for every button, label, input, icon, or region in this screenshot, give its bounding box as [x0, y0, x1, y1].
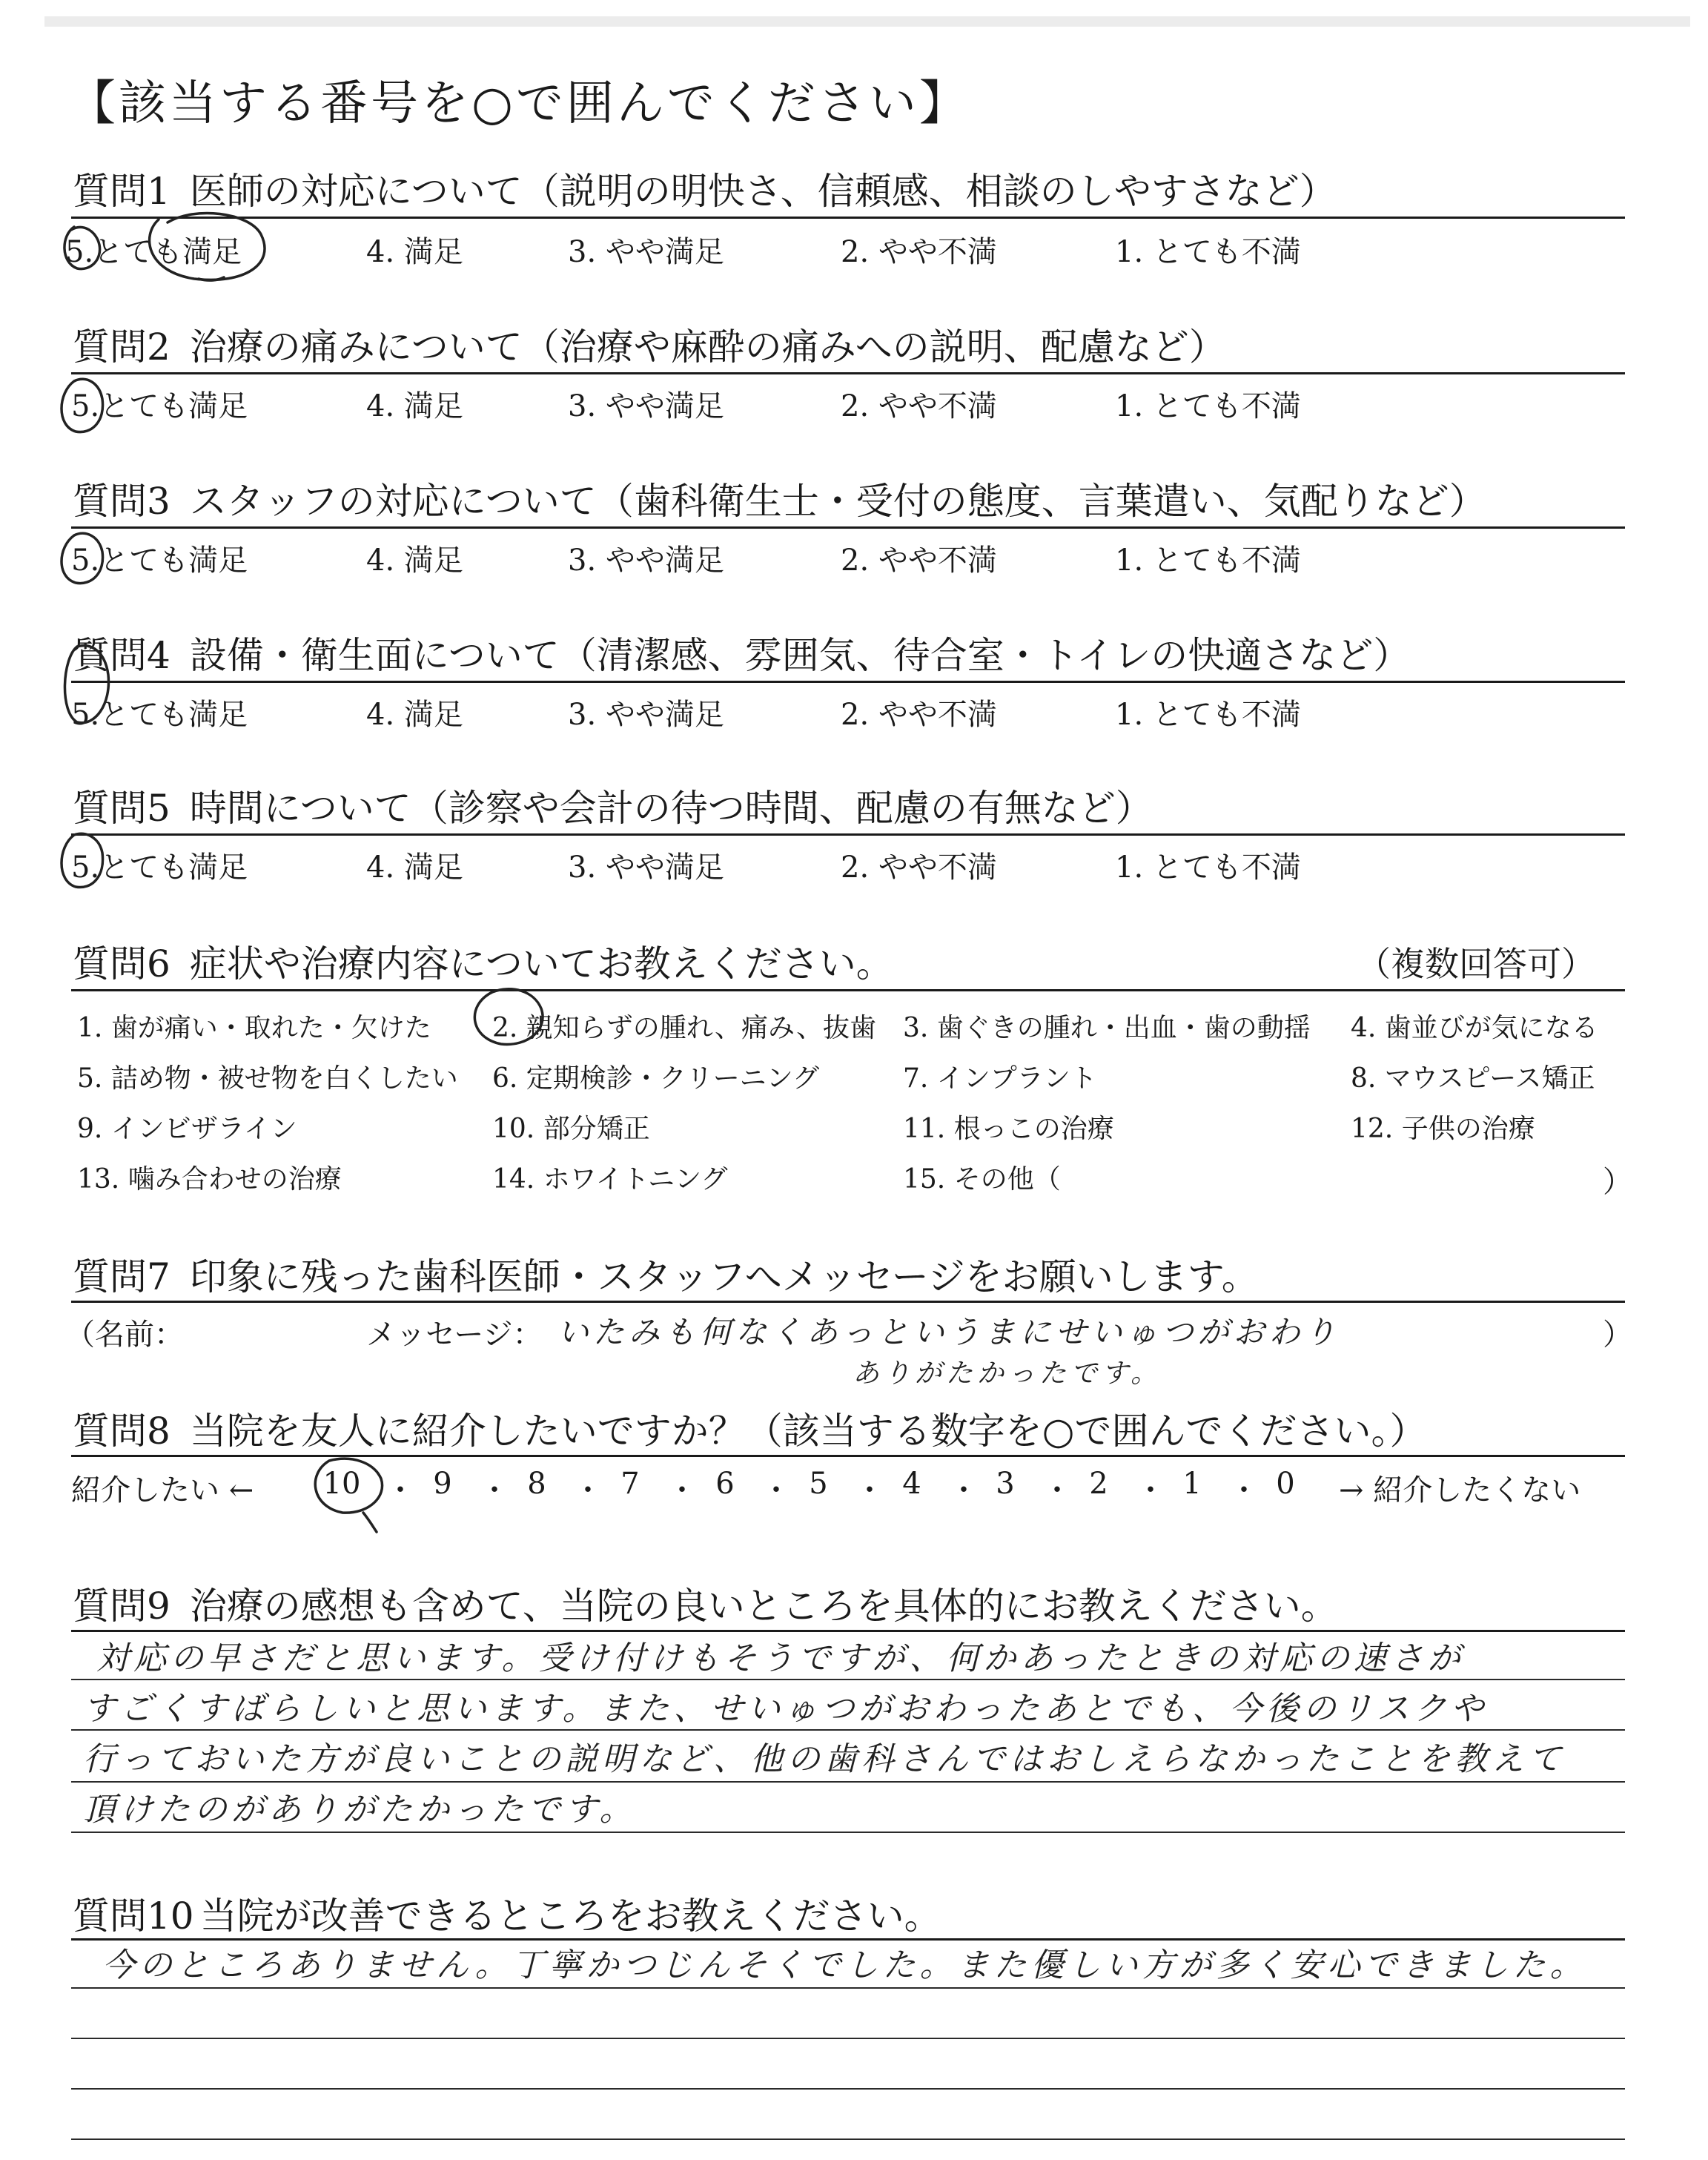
question-number: 質問6	[73, 942, 171, 985]
question-text: 印象に残った歯科医師・スタッフへメッセージをお願いします。	[189, 1255, 1259, 1298]
q3-circle-mark	[62, 533, 103, 583]
handwritten-message-line-2: ありがたかったです。	[853, 1358, 1162, 1389]
q1-option-4[interactable]: 4. 満足	[366, 235, 463, 269]
symptom-option-2[interactable]: 2. 親知らずの腫れ、痛み、抜歯	[492, 1013, 877, 1043]
symptom-option-14[interactable]: 14. ホワイトニング	[492, 1164, 728, 1195]
q3-option-4[interactable]: 4. 満足	[366, 544, 463, 578]
scale-separator: ・	[855, 1473, 884, 1507]
question-number: 質問9	[73, 1585, 171, 1628]
scale-value-7[interactable]: 7	[620, 1467, 640, 1501]
question-text: 医師の対応について（説明の明快さ、信頼感、相談のしやすさなど）	[189, 170, 1337, 213]
q1-option-5[interactable]: 5.とても満足	[65, 235, 242, 269]
question-number: 質問2	[73, 326, 171, 369]
symptom-option-3[interactable]: 3. 歯ぐきの腫れ・出血・歯の動揺	[903, 1013, 1311, 1043]
q5-option-4[interactable]: 4. 満足	[366, 851, 463, 885]
question-number: 質問4	[73, 634, 171, 677]
question-text: 当院を友人に紹介したいですか？（該当する数字を○で囲んでください。）	[189, 1410, 1427, 1453]
message-label: メッセージ：	[366, 1318, 543, 1352]
question-number: 質問10	[73, 1895, 194, 1938]
q1-extra-circle-mark	[150, 213, 265, 280]
symptom-option-1[interactable]: 1. 歯が痛い・取れた・欠けた	[77, 1013, 431, 1043]
q2-option-4[interactable]: 4. 満足	[366, 389, 463, 423]
handwritten-answer-line-2: すごくすばらしいと思います。また、せいゅつがおわったあとでも、今後のリスクや	[83, 1690, 1489, 1728]
q3-option-2[interactable]: 2. やや不満	[841, 544, 997, 578]
symptom-option-13[interactable]: 13. 噛み合わせの治療	[77, 1164, 342, 1195]
question-number: 質問3	[73, 480, 171, 523]
q2-circle-mark	[62, 379, 103, 432]
handwritten-message-line-1: いたみも何なくあっというまにせいゅつがおわり	[557, 1314, 1340, 1350]
question-text: 時間について（診察や会計の待つ時間、配慮の有無など）	[189, 787, 1153, 830]
question-number: 質問5	[73, 787, 171, 830]
scale-value-5[interactable]: 5	[809, 1467, 828, 1501]
page-title: 【該当する番号を○で囲んでください】	[68, 76, 970, 131]
q4-option-5[interactable]: 5.とても満足	[71, 698, 248, 732]
q4-option-2[interactable]: 2. やや不満	[841, 698, 997, 732]
multiple-answers-note: （複数回答可）	[1357, 944, 1595, 984]
question-text: 設備・衛生面について（清潔感、雰囲気、待合室・トイレの快適さなど）	[189, 634, 1411, 677]
q2-option-1[interactable]: 1. とても不満	[1115, 389, 1301, 423]
scale-value-9[interactable]: 9	[433, 1467, 452, 1501]
symptom-option-6[interactable]: 6. 定期検診・クリーニング	[492, 1063, 820, 1094]
symptom-option-9[interactable]: 9. インビザライン	[77, 1114, 297, 1144]
q3-option-3[interactable]: 3. やや満足	[568, 544, 724, 578]
recommend-right-label: → 紹介したくない	[1339, 1473, 1581, 1507]
symptom-option-11[interactable]: 11. 根っこの治療	[903, 1114, 1114, 1144]
scale-separator: ・	[385, 1473, 415, 1507]
question-number: 質問1	[73, 170, 171, 213]
recommend-left-label: 紹介したい ←	[71, 1473, 254, 1507]
message-close-paren: ）	[1603, 1318, 1632, 1352]
scale-separator: ・	[1136, 1473, 1165, 1507]
scale-value-8[interactable]: 8	[527, 1467, 546, 1501]
question-number: 質問7	[73, 1255, 171, 1298]
symptom-option-8[interactable]: 8. マウスピース矯正	[1351, 1063, 1595, 1094]
scale-separator: ・	[949, 1473, 979, 1507]
q4-option-1[interactable]: 1. とても不満	[1115, 698, 1301, 732]
symptom-option-12[interactable]: 12. 子供の治療	[1351, 1114, 1535, 1144]
handwritten-improvement-line-1: 今のところありません。丁寧かつじんそくでした。また優しい方が多く安心できました。	[102, 1946, 1587, 1984]
q5-option-2[interactable]: 2. やや不満	[841, 851, 997, 885]
q1-option-3[interactable]: 3. やや満足	[568, 235, 724, 269]
symptom-option-15[interactable]: 15. その他（	[903, 1164, 1061, 1195]
scale-value-6[interactable]: 6	[715, 1467, 735, 1501]
question-text: 治療の痛みについて（治療や麻酔の痛みへの説明、配慮など）	[189, 326, 1226, 369]
scale-value-3[interactable]: 3	[996, 1467, 1015, 1501]
q2-option-3[interactable]: 3. やや満足	[568, 389, 724, 423]
scale-separator: ・	[573, 1473, 603, 1507]
question-text: スタッフの対応について（歯科衛生士・受付の態度、言葉遣い、気配りなど）	[189, 480, 1486, 523]
q3-option-5[interactable]: 5.とても満足	[71, 544, 248, 578]
q1-option-2[interactable]: 2. やや不満	[841, 235, 997, 269]
question-text: 症状や治療内容についてお教えください。	[189, 942, 893, 985]
scale-separator: ・	[761, 1473, 791, 1507]
q2-option-5[interactable]: 5.とても満足	[71, 389, 248, 423]
symptom-option-10[interactable]: 10. 部分矯正	[492, 1114, 650, 1144]
scale-separator: ・	[1042, 1473, 1072, 1507]
symptom-option-7[interactable]: 7. インプラント	[903, 1063, 1097, 1094]
q4-circle-mark	[64, 646, 108, 723]
scale-separator: ・	[1229, 1473, 1259, 1507]
scale-value-10[interactable]: 10	[322, 1467, 361, 1501]
scale-separator: ・	[480, 1473, 509, 1507]
scale-separator: ・	[667, 1473, 697, 1507]
symptom-option-4[interactable]: 4. 歯並びが気になる	[1351, 1013, 1598, 1043]
q5-option-1[interactable]: 1. とても不満	[1115, 851, 1301, 885]
handwritten-answer-line-3: 行っておいた方が良いことの説明など、他の歯科さんではおしえらなかったことを教えて	[83, 1740, 1566, 1778]
q8-circle-mark	[315, 1459, 382, 1513]
name-label: （名前：	[65, 1318, 184, 1352]
q3-option-1[interactable]: 1. とても不満	[1115, 544, 1301, 578]
q8-pen-stroke	[363, 1513, 377, 1532]
scale-value-1[interactable]: 1	[1182, 1467, 1202, 1501]
q5-option-3[interactable]: 3. やや満足	[568, 851, 724, 885]
scale-value-4[interactable]: 4	[902, 1467, 921, 1501]
q1-option-1[interactable]: 1. とても不満	[1115, 235, 1301, 269]
question-number: 質問8	[73, 1410, 171, 1453]
q2-option-2[interactable]: 2. やや不満	[841, 389, 997, 423]
question-text: 治療の感想も含めて、当院の良いところを具体的にお教えください。	[189, 1585, 1338, 1628]
other-close-paren: ）	[1603, 1165, 1632, 1199]
handwritten-answer-line-1: 対応の早さだと思います。受け付けもそうですが、何かあったときの対応の速さが	[96, 1639, 1466, 1677]
scale-value-2[interactable]: 2	[1089, 1467, 1108, 1501]
q4-option-4[interactable]: 4. 満足	[366, 698, 463, 732]
q1-circle-mark	[64, 227, 100, 269]
scale-value-0[interactable]: 0	[1276, 1467, 1295, 1501]
symptom-option-5[interactable]: 5. 詰め物・被せ物を白くしたい	[77, 1063, 458, 1094]
question-text: 当院が改善できるところをお教えください。	[199, 1895, 941, 1938]
q6-circle-mark	[474, 989, 543, 1045]
q5-option-5[interactable]: 5.とても満足	[71, 851, 248, 885]
q5-circle-mark	[62, 833, 103, 887]
q4-option-3[interactable]: 3. やや満足	[568, 698, 724, 732]
handwritten-answer-line-4: 頂けたのがありがたかったです。	[83, 1791, 637, 1829]
